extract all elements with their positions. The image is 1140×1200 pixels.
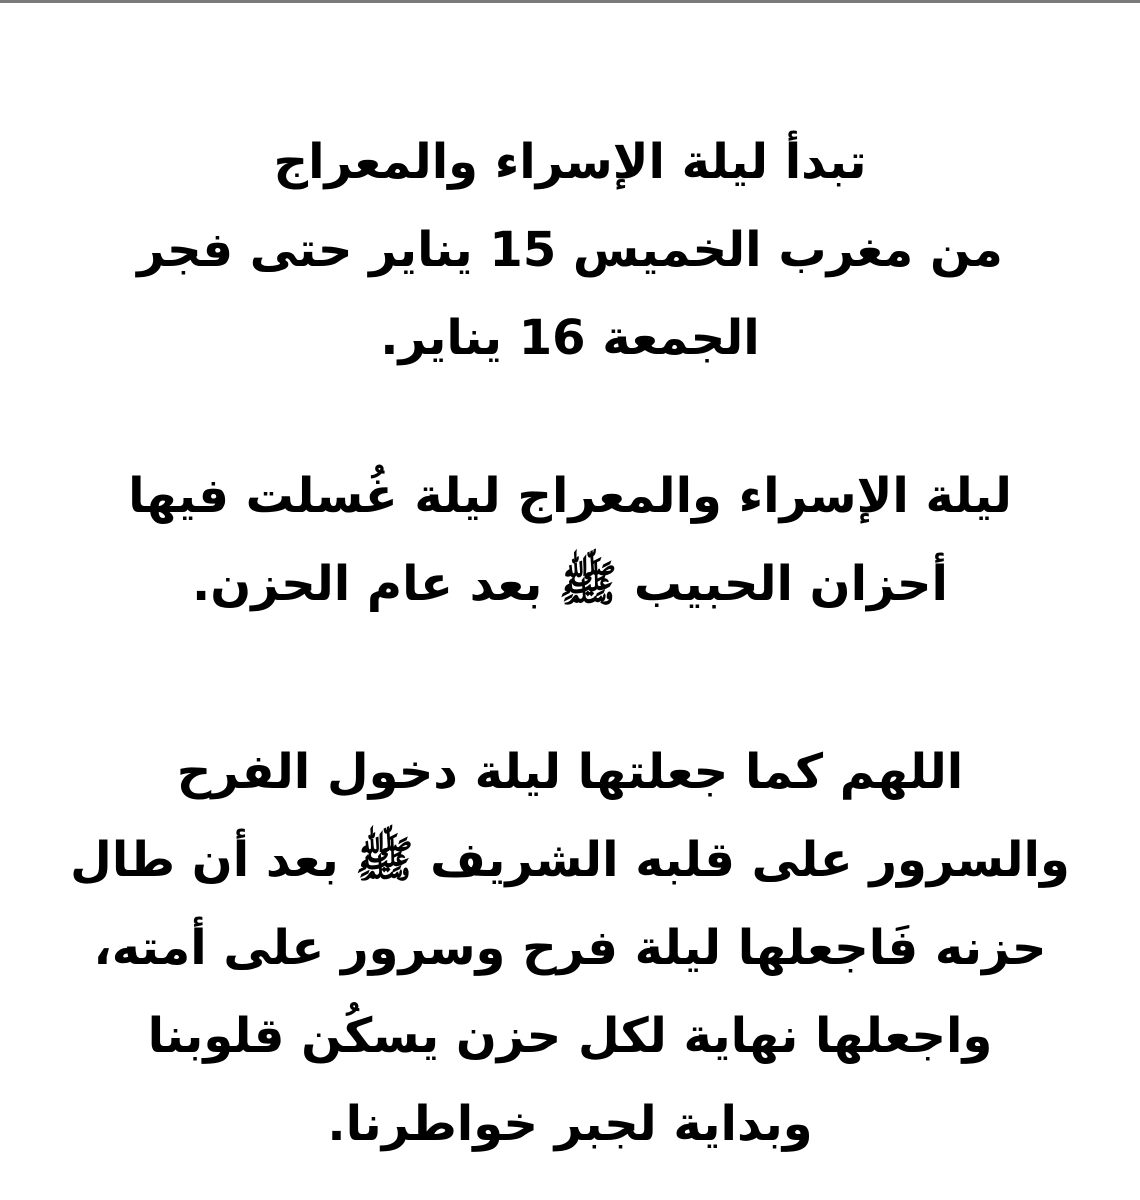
paragraph-spacer — [0, 628, 1140, 728]
text-line: وبداية لجبر خواطرنا. — [327, 1096, 813, 1152]
text-line: تبدأ ليلة الإسراء والمعراج — [273, 134, 867, 190]
text-line: حزنه فَاجعلها ليلة فرح وسرور على أمته، — [93, 920, 1047, 976]
paragraph-night-description — [0, 452, 1140, 628]
text-line: والسرور على قلبه الشريف ﷺ بعد أن طال — [70, 832, 1070, 888]
text-line: الجمعة 16 يناير. — [380, 310, 760, 366]
paragraph-prayer — [0, 728, 1140, 1168]
text-line: واجعلها نهاية لكل حزن يسكُن قلوبنا — [147, 1008, 993, 1064]
text-line: من مغرب الخميس 15 يناير حتى فجر — [137, 222, 1003, 278]
text-post-body — [0, 118, 1140, 1168]
text-line: أحزان الحبيب ﷺ بعد عام الحزن. — [192, 556, 948, 612]
text-line: ليلة الإسراء والمعراج ليلة غُسلت فيها — [128, 468, 1012, 524]
top-border-line — [0, 0, 1140, 3]
paragraph-spacer — [0, 382, 1140, 452]
text-line: اللهم كما جعلتها ليلة دخول الفرح — [176, 744, 964, 800]
paragraph-date-announcement — [0, 118, 1140, 382]
